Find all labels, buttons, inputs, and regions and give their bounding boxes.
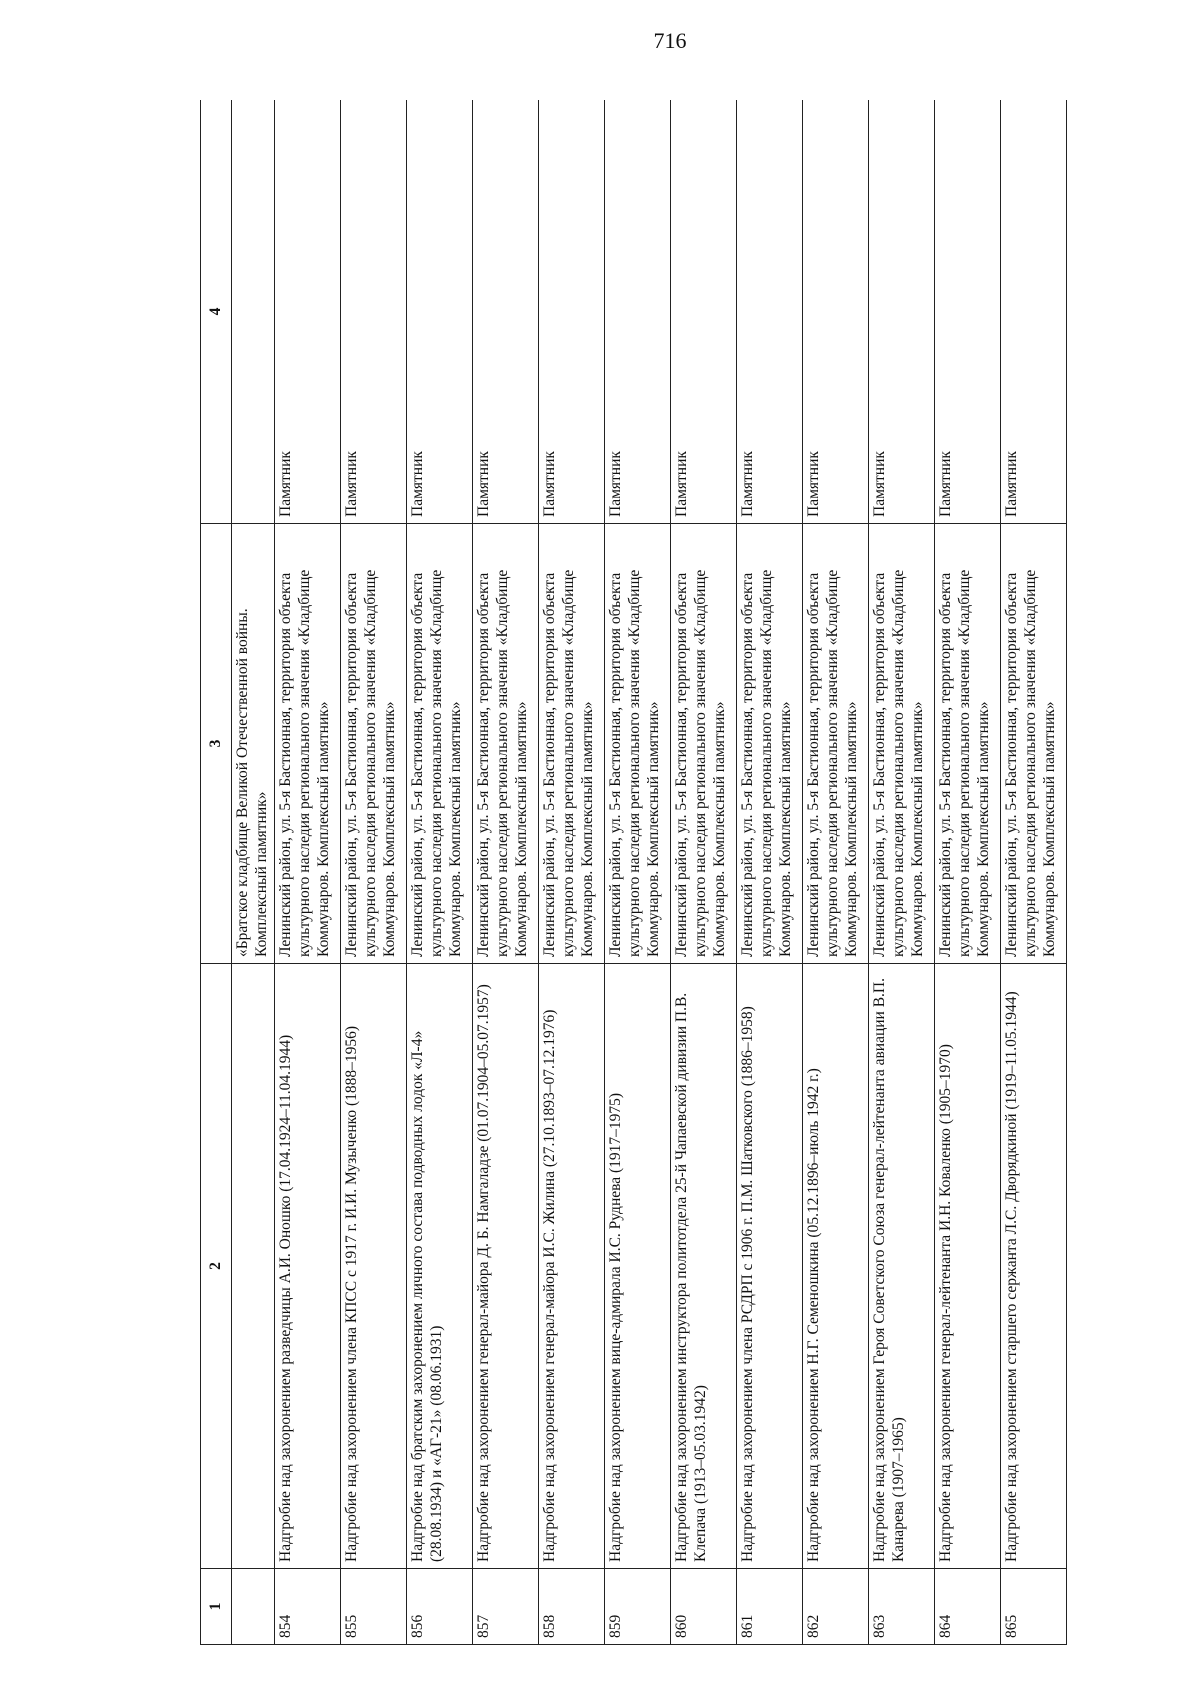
cell-num: 862 [802,1569,868,1645]
cell-num: 863 [868,1569,934,1645]
cell-address: Ленинский район, ул. 5-я Бастионная, территория объекта культурного наследия регионального значения «Кладбище Коммунаров. Комплексный памятник» [934,524,1000,964]
table-row [868,100,934,1645]
table-row [670,100,736,1645]
cell-num: 859 [604,1569,670,1645]
page-number: 716 [653,28,687,53]
table-body [232,100,1067,1645]
cell-num: 854 [274,1569,340,1645]
cell-category: Памятник [670,100,736,524]
header-col-4: 4 [201,100,232,524]
table-row [604,100,670,1645]
cell-address: Ленинский район, ул. 5-я Бастионная, территория объекта культурного наследия регионального значения «Кладбище Коммунаров. Комплексный памятник» [1000,524,1066,964]
header-col-3: 3 [201,524,232,964]
cell-num: 858 [538,1569,604,1645]
rotated-table-container [200,100,1147,1645]
cell-num: 857 [472,1569,538,1645]
cell-name: Надгробие над захоронением вице-адмирала И.С. Руднева (1917–1975) [604,964,670,1569]
cell-category: Памятник [340,100,406,524]
cell-address: Ленинский район, ул. 5-я Бастионная, территория объекта культурного наследия регионального значения «Кладбище Коммунаров. Комплексный памятник» [340,524,406,964]
cell-name: Надгробие над захоронением разведчицы А.И. Оношко (17.04.1924–11.04.1944) [274,964,340,1569]
cell-num: 855 [340,1569,406,1645]
table-row [1000,100,1066,1645]
cell-name: Надгробие над захоронением генерал-лейтенанта И.Н. Коваленко (1905–1970) [934,964,1000,1569]
cell-category [232,100,275,524]
cell-num: 856 [406,1569,472,1645]
cell-address: Ленинский район, ул. 5-я Бастионная, территория объекта культурного наследия регионального значения «Кладбище Коммунаров. Комплексный памятник» [736,524,802,964]
table-row [736,100,802,1645]
table-row [406,100,472,1645]
cell-name: Надгробие над захоронением инструктора политотдела 25-й Чапаевской дивизии П.В. Клепача (1913–05.03.1942) [670,964,736,1569]
cell-address: Ленинский район, ул. 5-я Бастионная, территория объекта культурного наследия регионального значения «Кладбище Коммунаров. Комплексный памятник» [406,524,472,964]
cell-category: Памятник [406,100,472,524]
cell-address: Ленинский район, ул. 5-я Бастионная, территория объекта культурного наследия регионального значения «Кладбище Коммунаров. Комплексный памятник» [670,524,736,964]
cell-address: Ленинский район, ул. 5-я Бастионная, территория объекта культурного наследия регионального значения «Кладбище Коммунаров. Комплексный памятник» [538,524,604,964]
table-row [538,100,604,1645]
continuation-row [232,100,275,1645]
cell-address: Ленинский район, ул. 5-я Бастионная, территория объекта культурного наследия регионального значения «Кладбище Коммунаров. Комплексный памятник» [802,524,868,964]
cell-category: Памятник [736,100,802,524]
header-col-2: 2 [201,964,232,1569]
cell-category: Памятник [934,100,1000,524]
cell-address: Ленинский район, ул. 5-я Бастионная, территория объекта культурного наследия регионального значения «Кладбище Коммунаров. Комплексный памятник» [604,524,670,964]
cell-num: 861 [736,1569,802,1645]
cell-category: Памятник [604,100,670,524]
header-row [201,100,232,1645]
cell-name: Надгробие над захоронением Героя Советского Союза генерал-лейтенанта авиации В.П. Канарева (1907–1965) [868,964,934,1569]
cell-name: Надгробие над захоронением генерал-майора Д. Б. Намгаладзе (01.07.1904–05.07.1957) [472,964,538,1569]
table-row [340,100,406,1645]
cell-category: Памятник [1000,100,1066,524]
cell-num: 865 [1000,1569,1066,1645]
table-row [802,100,868,1645]
table-row [274,100,340,1645]
cell-address: Ленинский район, ул. 5-я Бастионная, территория объекта культурного наследия регионального значения «Кладбище Коммунаров. Комплексный памятник» [274,524,340,964]
cell-category: Памятник [868,100,934,524]
cell-category: Памятник [802,100,868,524]
cell-name: Надгробие над захоронением члена КПСС с 1917 г. И.И. Музыченко (1888–1956) [340,964,406,1569]
cell-category: Памятник [274,100,340,524]
cell-name: Надгробие над захоронением члена РСДРП с 1906 г. П.М. Шатковского (1886–1958) [736,964,802,1569]
cell-name: Надгробие над захоронением старшего сержанта Л.С. Дворядкиной (1919–11.05.1944) [1000,964,1066,1569]
heritage-table [200,100,1067,1645]
cell-name: Надгробие над захоронением генерал-майора И.С. Жилина (27.10.1893–07.12.1976) [538,964,604,1569]
cell-name [232,964,275,1569]
cell-num: 864 [934,1569,1000,1645]
cell-num: 860 [670,1569,736,1645]
cell-address: Ленинский район, ул. 5-я Бастионная, территория объекта культурного наследия регионального значения «Кладбище Коммунаров. Комплексный памятник» [472,524,538,964]
cell-category: Памятник [472,100,538,524]
cell-category: Памятник [538,100,604,524]
cell-num [232,1569,275,1645]
header-col-1: 1 [201,1569,232,1645]
cell-address: «Братское кладбище Великой Отечественной войны. Комплексный памятник» [232,524,275,964]
cell-name: Надгробие над братским захоронением личного состава подводных лодок «Л-4» (28.08.1934) и «АГ-21» (08.06.1931) [406,964,472,1569]
table-row [472,100,538,1645]
cell-name: Надгробие над захоронением Н.Г. Семеношкина (05.12.1896–июль 1942 г.) [802,964,868,1569]
document-page [200,100,1147,1645]
table-row [934,100,1000,1645]
cell-address: Ленинский район, ул. 5-я Бастионная, территория объекта культурного наследия регионального значения «Кладбище Коммунаров. Комплексный памятник» [868,524,934,964]
